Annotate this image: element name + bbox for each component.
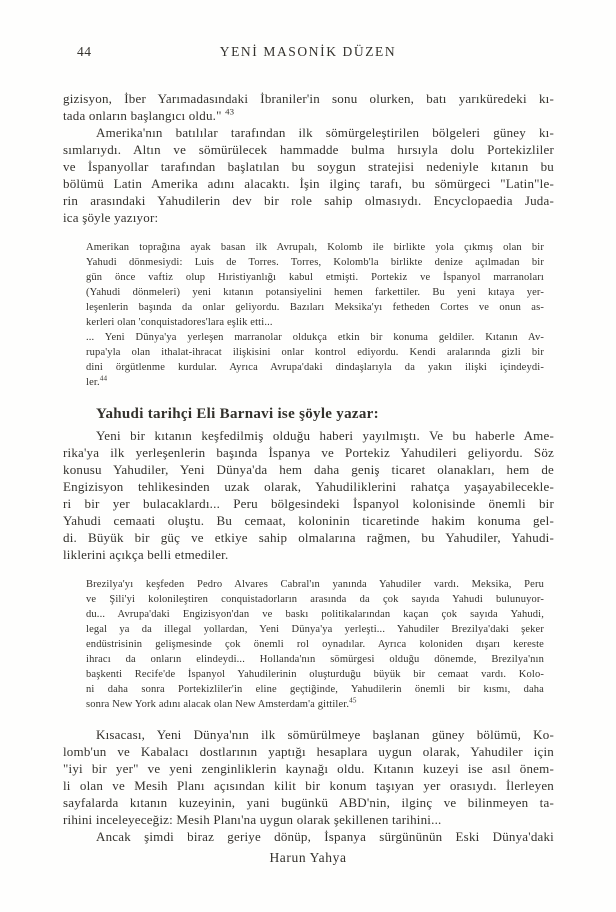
text-line: rin arasındaki Yahudilerin dev bir role sahip olmasıydı. Encyclopaedia Juda- [63, 193, 554, 208]
paragraph [63, 726, 554, 828]
block-quote [86, 240, 544, 390]
footnote-ref: 45 [349, 696, 357, 705]
text-line: ni daha sonra Portekizliler'in eline geçtiğinde, Yahudilerin önemli bir kısmı, daha [86, 684, 544, 695]
footnote-ref: 44 [99, 374, 108, 383]
text-line: ve İspanyollar tarafından başlatılan bu soygun stratejisi nedeniyle kıtanın bu [63, 159, 554, 174]
text-line: li olan ve Mesih Planı açısından kilit bir konum taşıyan yer orasıydı. İlerleyen [63, 778, 554, 793]
text-line: rupa'yla olan ithalat-ihracat ilişkisini onlar kontrol ediyordu. Kendi aralarında gizli bir [86, 347, 544, 358]
text-line: Amerika'nın batılılar tarafından ilk sömürgeleştirilen bölgeleri güney kı- [96, 125, 554, 140]
text-line: du... Avrupa'daki Engizisyon'dan ve baskı politikalarından kaçan çok sayıda Yahudi, [86, 609, 544, 620]
text-line: liklerini açıkça belli etmediler. [63, 547, 229, 562]
text-line: konusu Yahudiler, Yeni Dünya'da hem daha geniş ticaret olanakları, hem de [63, 462, 554, 477]
text-line: (Yahudi dönmeleri) yeni kıtanın potansiyelini hemen farkettiler. Bu yeni kıtaya yer- [86, 287, 544, 298]
text-line: ler.$^{44}$ [86, 374, 108, 388]
text-line: tada onların başlangıcı oldu." $^{43}$ [63, 106, 235, 123]
text-line: Engizisyon tehlikesinden uzak olarak, Yahudiliklerini rahatça yaşayabilecekle- [63, 479, 554, 494]
text-line: Yeni bir kıtanın keşfedilmiş olduğu haberi yayılmıştı. Ve bu haberle Ame- [96, 428, 554, 443]
text-line: sayfalarda kıtanın kuzeyinin, yani bugünkü ABD'nin, ilginç ve bilinmeyen ta- [63, 795, 554, 810]
running-title: YENİ MASONİK DÜZEN [219, 44, 397, 59]
text-line: ica şöyle yazıyor: [63, 210, 159, 225]
text-line: gün önce vaftiz olup Hıristiyanlığı kabul etmişti. Portekiz ve İspanyol marranoları [86, 272, 544, 283]
text-line: ... Yeni Dünya'ya yerleşen marranolar oldukça etkin bir konuma geldiler. Kıtanın Av- [86, 332, 544, 343]
text-line: sonra New York adını alacak olan New Amsterdam'a gittiler.$^{45}$ [86, 696, 357, 710]
section-heading [63, 404, 554, 424]
page-number: 44 [77, 44, 92, 59]
text-line: legal ya da illegal yollardan, Yeni Dünya'ya yerleşti... Yahudiler Brezilya'daki şeker [86, 624, 544, 635]
text-line: rihini inceleyeceğiz: Mesih Planı'na uygun olarak şekillenen tarihini... [63, 812, 442, 827]
text-line: gizisyon, İber Yarımadasındaki İbraniler'in sonu olurken, batı yarıküredeki kı- [63, 91, 554, 106]
text-line: Yahudi tarihçi Eli Barnavi ise şöyle yazar: [96, 406, 379, 422]
text-line: Yahudi cemaati oluştu. Bu cemaat, koloninin ticaretinde hakim konuma gel- [63, 513, 554, 528]
footer-author: Harun Yahya [269, 850, 347, 865]
text-line: Yahudi dönmesiydi: Luis de Torres. Torres, Kolomb'la birlikte denize açılmadan bir [86, 257, 544, 268]
text-line: ve Şili'yi kolonileştiren conquistadorların arasında da çok sayıda Yahudi bulunuyor- [86, 594, 544, 605]
text-line: Amerikan toprağına ayak basan ilk Avrupalı, Kolomb ile birlikte yola çıkmış olan bir [86, 242, 544, 253]
text-line: başkenti Recife'de İspanyol Yahudilerinin oluşturduğu büyük bir cemaat vardı. Kolo- [86, 669, 544, 680]
text-line: bölümü Latin Amerika adını alacaktı. İşin ilginç tarafı, bu sömürgeci "Latin"le- [63, 176, 554, 191]
text-line: ri bir yer bulacaklardı... Peru bölgesindeki İspanyol kolonisinde önemli bir [63, 496, 554, 511]
text-line: Ancak şimdi biraz geriye dönüp, İspanya sürgününün Eski Dünya'daki [96, 829, 554, 844]
page-header [63, 44, 553, 62]
text-line: dini örgütlenme kurdular. Ayrıca Avrupa'daki dindaşlarıyla da yakın ilişki içindeydi- [86, 362, 544, 373]
footnote-ref: 43 [225, 106, 235, 117]
text-line: lomb'un ve Kabalacı dostlarının yaptığı hesaplara uygun olarak, Yahudiler için [63, 744, 554, 759]
paragraph [63, 90, 554, 124]
text-line: leşenlerin başında da onlar geliyordu. Bazıları Meksika'yı fetheden Cortes ve onun as- [86, 302, 544, 313]
paragraph [63, 124, 554, 226]
text-line: sımlarıydı. Altın ve sömürülecek hammadde bulma hırsıyla dolu Portekizliler [63, 142, 554, 157]
text-line: di. Büyük bir güç ve etkiye sahip olmalarına rağmen, bu Yahudiler, Yahudi- [63, 530, 554, 545]
page-footer [0, 850, 616, 866]
text-line: "iyi bir yer" ve yeni zenginliklerin kaynağı oldu. Kıtanın kuzeyi ise asıl önem- [63, 761, 554, 776]
text-line: ihracı da onların elindeydi... Hollanda'nın sömürgesi olduğu dönemde, Brezilya'nın [86, 654, 544, 665]
text-line: rika'ya ilk yerleşenlerin başında İspanya ve Portekiz Yahudileri geliyordu. Söz [63, 445, 554, 460]
text-line: kerleri olan 'conquistadores'lara eşlik etti... [86, 317, 273, 328]
paragraph [63, 427, 554, 563]
text-line: Kısacası, Yeni Dünya'nın ilk sömürülmeye başlanan güney bölümü, Ko- [96, 727, 554, 742]
text-line: Brezilya'yı keşfeden Pedro Alvares Cabral'ın yanında Yahudiler vardı. Meksika, Peru [86, 579, 544, 590]
block-quote [86, 577, 544, 712]
page-text [63, 90, 554, 845]
paragraph [63, 828, 554, 845]
text-line: endüstrisinin gelişmesinde çok önemli rol oynadılar. Ayrıca koloniden dışarı kereste [86, 639, 544, 650]
